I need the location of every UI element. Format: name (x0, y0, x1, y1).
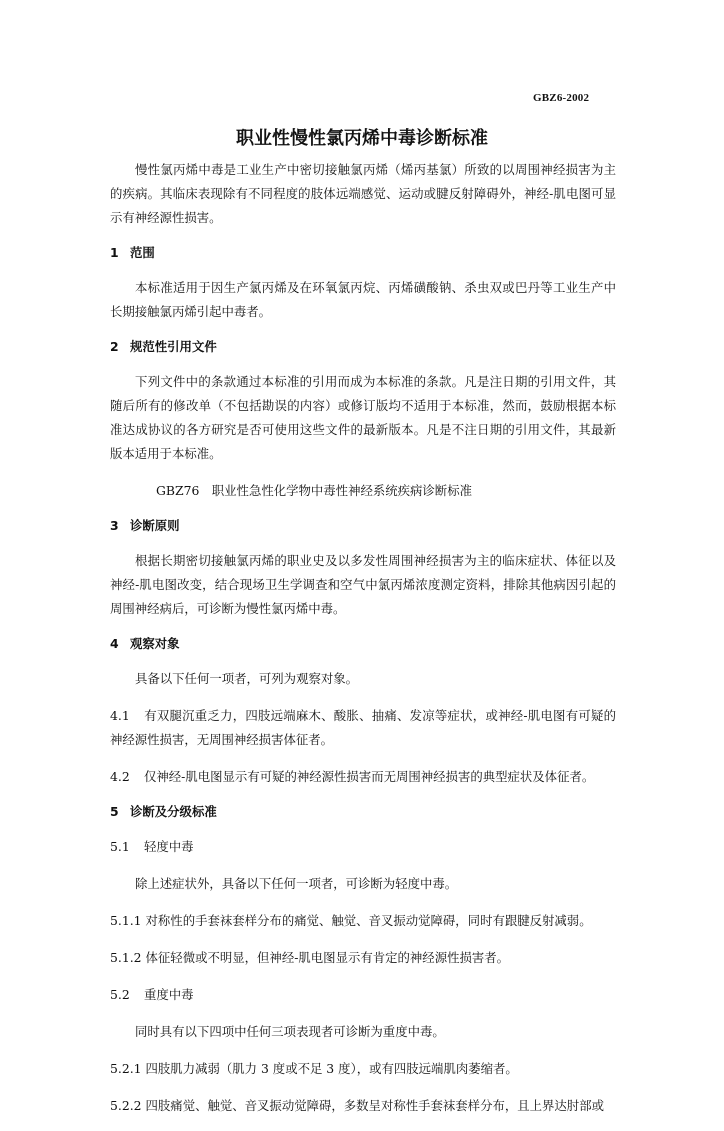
clause-number: 5.2.2 (110, 1098, 142, 1113)
section-title: 观察对象 (130, 636, 180, 651)
subsection-number: 5.2 (110, 987, 130, 1002)
document-body (110, 158, 616, 1131)
section-number: 2 (110, 339, 119, 354)
section-title: 诊断原则 (130, 518, 180, 533)
section-title: 诊断及分级标准 (130, 804, 217, 819)
subsection-title: 轻度中毒 (144, 839, 194, 854)
section-heading-scope (110, 243, 616, 263)
section-number: 3 (110, 518, 119, 533)
clause-5-2-2 (110, 1094, 616, 1118)
scope-paragraph: 本标准适用于因生产氯丙烯及在环氧氯丙烷、丙烯磺酸钠、杀虫双或巴丹等工业生产中长期接触氯丙烯引起中毒者。 (110, 280, 616, 319)
section-title: 范围 (130, 245, 155, 260)
section-title: 规范性引用文件 (130, 339, 217, 354)
section-number: 4 (110, 636, 119, 651)
section-heading-principles (110, 516, 616, 536)
clause-text: 仅神经-肌电图显示有可疑的神经源性损害而无周围神经损害的典型症状及体征者。 (144, 769, 595, 784)
intro-paragraph: 慢性氯丙烯中毒是工业生产中密切接触氯丙烯（烯丙基氯）所致的以周围神经损害为主的疾病。其临床表现除有不同程度的肢体远端感觉、运动或腱反射障碍外，神经-肌电图可显示有神经源性损害。 (110, 162, 616, 225)
section-number: 5 (110, 804, 119, 819)
clause-4-1 (110, 704, 616, 752)
references-paragraph: 下列文件中的条款通过本标准的引用而成为本标准的条款。凡是注日期的引用文件，其随后所有的修改单（不包括勘误的内容）或修订版均不适用于本标准，然而，鼓励根据本标准达成协议的各方研究是否可使用这些文件的最新版本。凡是不注日期的引用文件，其最新版本适用于本标准。 (110, 374, 616, 461)
clause-4-2 (110, 765, 616, 789)
subsection-title: 重度中毒 (144, 987, 194, 1002)
clause-number: 5.1.2 (110, 950, 142, 965)
section-number: 1 (110, 245, 119, 260)
clause-5-1-2 (110, 946, 616, 970)
mild-paragraph: 除上述症状外，具备以下任何一项者，可诊断为轻度中毒。 (135, 876, 458, 891)
clause-text: 对称性的手套袜套样分布的痛觉、触觉、音叉振动觉障碍，同时有跟腱反射减弱。 (145, 913, 592, 928)
page-title: 职业性慢性氯丙烯中毒诊断标准 (236, 128, 488, 149)
clause-number: 4.1 (110, 708, 130, 723)
clause-text: 四肢肌力减弱（肌力 3 度或不足 3 度），或有四肢远端肌肉萎缩者。 (145, 1061, 518, 1076)
clause-number: 5.2.1 (110, 1061, 142, 1076)
subsection-severe (110, 983, 616, 1007)
clause-text: 四肢痛觉、触觉、音叉振动觉障碍，多数呈对称性手套袜套样分布，且上界达肘部或 (145, 1098, 604, 1113)
observation-paragraph: 具备以下任何一项者，可列为观察对象。 (135, 671, 359, 686)
severe-paragraph: 同时具有以下四项中任何三项表现者可诊断为重度中毒。 (135, 1024, 445, 1039)
subsection-mild (110, 835, 616, 859)
clause-number: 5.1.1 (110, 913, 142, 928)
clause-text: 有双腿沉重乏力，四肢远端麻木、酸胀、抽痛、发凉等症状，或神经-肌电图有可疑的神经源性损害，无周围神经损害体征者。 (110, 708, 616, 747)
clause-5-2-1 (110, 1057, 616, 1081)
section-heading-references (110, 337, 616, 357)
section-heading-grading (110, 802, 616, 822)
standard-code: GBZ6-2002 (533, 92, 590, 104)
clause-text: 体征轻微或不明显，但神经-肌电图显示有肯定的神经源性损害者。 (145, 950, 510, 965)
section-heading-observation (110, 634, 616, 654)
clause-5-1-1 (110, 909, 616, 933)
referenced-standard: GBZ76 职业性急性化学物中毒性神经系统疾病诊断标准 (156, 483, 472, 498)
clause-number: 4.2 (110, 769, 130, 784)
principles-paragraph: 根据长期密切接触氯丙烯的职业史及以多发性周围神经损害为主的临床症状、体征以及神经-肌电图改变，结合现场卫生学调查和空气中氯丙烯浓度测定资料，排除其他病因引起的周围神经病后，可诊断为慢性氯丙烯中毒。 (110, 553, 616, 616)
subsection-number: 5.1 (110, 839, 130, 854)
